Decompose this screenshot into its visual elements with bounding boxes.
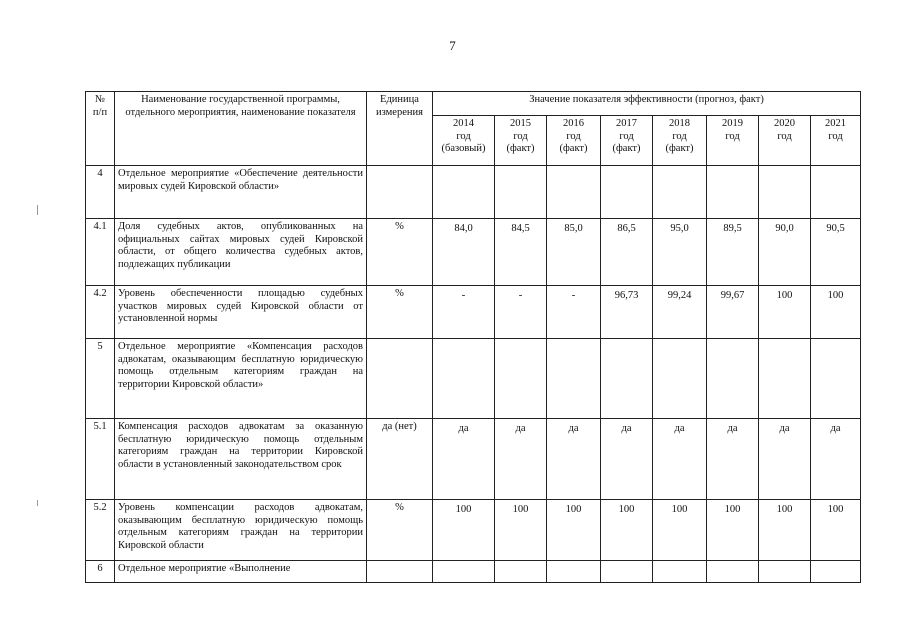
row-value: да [653, 419, 707, 500]
row-number: 6 [86, 561, 115, 583]
row-unit [367, 561, 433, 583]
row-value [547, 561, 601, 583]
page-number: 7 [449, 38, 456, 53]
table-row [86, 500, 861, 561]
table-row [86, 561, 861, 583]
table-row [86, 219, 861, 286]
row-value [707, 561, 759, 583]
row-name: Компенсация расходов адвокатам за оказанную бесплатную юридическую помощь отдельным категориям граждан на территории Кировской области в установленный законодательством срок [115, 419, 367, 500]
row-value [759, 339, 811, 419]
row-value: да [433, 419, 495, 500]
row-value: да [601, 419, 653, 500]
row-value: 84,5 [495, 219, 547, 286]
header-year: 2019 год [707, 116, 759, 166]
indicators-table [85, 91, 861, 583]
row-value [811, 166, 861, 219]
row-value: 100 [811, 500, 861, 561]
scan-mark [37, 205, 38, 215]
row-value [653, 561, 707, 583]
row-unit: да (нет) [367, 419, 433, 500]
row-value [759, 166, 811, 219]
row-unit: % [367, 286, 433, 339]
table-row [86, 286, 861, 339]
header-year: 2015 год (факт) [495, 116, 547, 166]
row-value [601, 166, 653, 219]
header-values-title: Значение показателя эффективности (прогноз, факт) [433, 92, 861, 116]
row-value: 95,0 [653, 219, 707, 286]
header-year: 2016 год (факт) [547, 116, 601, 166]
row-value [601, 339, 653, 419]
row-value: 85,0 [547, 219, 601, 286]
row-value: 99,24 [653, 286, 707, 339]
row-number: 4 [86, 166, 115, 219]
row-value: - [495, 286, 547, 339]
row-number: 5.2 [86, 500, 115, 561]
row-name: Доля судебных актов, опубликованных на официальных сайтах мировых судей Кировской области, от общего количества судебных актов, подлежащих публикации [115, 219, 367, 286]
row-value: 100 [601, 500, 653, 561]
row-number: 4.1 [86, 219, 115, 286]
row-value: 100 [811, 286, 861, 339]
row-value [495, 561, 547, 583]
row-value: 100 [433, 500, 495, 561]
row-unit [367, 166, 433, 219]
header-num: № п/п [86, 92, 115, 166]
row-value [433, 339, 495, 419]
row-value [653, 166, 707, 219]
row-number: 5 [86, 339, 115, 419]
row-value [653, 339, 707, 419]
row-unit: % [367, 219, 433, 286]
row-value: 84,0 [433, 219, 495, 286]
row-value [547, 339, 601, 419]
row-value [601, 561, 653, 583]
row-value [433, 166, 495, 219]
row-value [811, 339, 861, 419]
row-value: 89,5 [707, 219, 759, 286]
row-value: 90,0 [759, 219, 811, 286]
row-value: да [759, 419, 811, 500]
row-name: Отдельное мероприятие «Обеспечение деятельности мировых судей Кировской области» [115, 166, 367, 219]
header-year: 2018 год (факт) [653, 116, 707, 166]
row-value: да [811, 419, 861, 500]
row-value: 99,67 [707, 286, 759, 339]
row-value: 100 [759, 500, 811, 561]
header-year: 2014 год (базовый) [433, 116, 495, 166]
header-year: 2020 год [759, 116, 811, 166]
row-name: Отдельное мероприятие «Выполнение [115, 561, 367, 583]
table-row [86, 166, 861, 219]
row-value: 100 [653, 500, 707, 561]
row-value [433, 561, 495, 583]
row-name: Отдельное мероприятие «Компенсация расходов адвокатам, оказывающим бесплатную юридическую помощь отдельным категориям граждан на территории Кировской области» [115, 339, 367, 419]
scan-mark [37, 500, 38, 506]
header-year: 2017 год (факт) [601, 116, 653, 166]
row-value: 100 [759, 286, 811, 339]
row-value: 100 [495, 500, 547, 561]
row-value: да [495, 419, 547, 500]
row-value: 86,5 [601, 219, 653, 286]
row-value [707, 339, 759, 419]
row-name: Уровень обеспеченности площадью судебных участков мировых судей Кировской области от установленной нормы [115, 286, 367, 339]
table-row [86, 419, 861, 500]
row-value [495, 339, 547, 419]
row-value [707, 166, 759, 219]
row-number: 5.1 [86, 419, 115, 500]
table-row [86, 339, 861, 419]
row-value: 96,73 [601, 286, 653, 339]
row-unit: % [367, 500, 433, 561]
row-value [811, 561, 861, 583]
row-number: 4.2 [86, 286, 115, 339]
row-name: Уровень компенсации расходов адвокатам, оказывающим бесплатную юридическую помощь отдельным категориям граждан на территории Кировской области [115, 500, 367, 561]
row-unit [367, 339, 433, 419]
row-value: 100 [547, 500, 601, 561]
row-value [495, 166, 547, 219]
row-value: 90,5 [811, 219, 861, 286]
row-value: да [547, 419, 601, 500]
row-value: - [547, 286, 601, 339]
row-value [759, 561, 811, 583]
row-value: да [707, 419, 759, 500]
header-year: 2021 год [811, 116, 861, 166]
row-value: 100 [707, 500, 759, 561]
row-value: - [433, 286, 495, 339]
row-value [547, 166, 601, 219]
header-name: Наименование государственной программы, отдельного мероприятия, наименование показателя [115, 92, 367, 166]
header-unit: Единица измерения [367, 92, 433, 166]
